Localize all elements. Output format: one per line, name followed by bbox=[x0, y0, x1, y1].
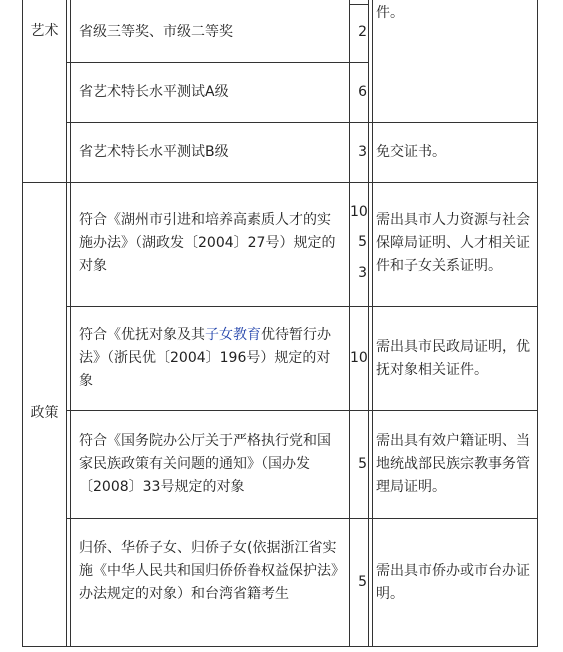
art-row-points: 2 bbox=[358, 24, 367, 40]
category-policy: 政策 bbox=[30, 405, 59, 421]
policy-row-note: 需出具有效户籍证明、当地统战部民族宗教事务管理局证明。 bbox=[376, 433, 530, 495]
grid-line bbox=[66, 410, 538, 411]
art-row-desc: 省艺术特长水平测试A级 bbox=[79, 84, 229, 100]
policy-row-points: 5 bbox=[358, 574, 367, 590]
grid-line bbox=[66, 0, 67, 647]
art-row-points: 3 bbox=[358, 144, 367, 160]
art-row-desc: 省艺术特长水平测试B级 bbox=[79, 144, 229, 160]
grid-line bbox=[372, 0, 373, 647]
grid-line bbox=[368, 0, 369, 647]
grid-line bbox=[22, 646, 538, 647]
category-art: 艺术 bbox=[30, 23, 59, 39]
grid-line bbox=[66, 62, 369, 63]
policy-row-desc: 归侨、华侨子女、归侨子女(依据浙江省实施《中华人民共和国归侨侨眷权益保护法》办法规定的对象）和台湾省籍考生 bbox=[79, 540, 338, 602]
policy-row-points: 3 bbox=[358, 265, 367, 281]
grid-line bbox=[66, 306, 538, 307]
grid-line bbox=[22, 182, 538, 183]
art-row-note: 免交证书。 bbox=[376, 144, 446, 160]
policy-row-points: 10 bbox=[350, 204, 368, 220]
policy-row-points: 5 bbox=[358, 456, 367, 472]
note-art-continued: 件。 bbox=[376, 5, 404, 21]
grid-line bbox=[349, 4, 369, 5]
children-education-link[interactable]: 子女教育 bbox=[205, 327, 261, 343]
desc-text: 符合《优抚对象及其 bbox=[79, 327, 205, 343]
grid-line bbox=[66, 122, 538, 123]
policy-row-desc bbox=[71, 324, 349, 393]
policy-row-note: 需出具市侨办或市台办证明。 bbox=[376, 563, 530, 602]
desc-text: 优待暂行办法》（浙民优〔2004〕196号）规定的对象 bbox=[79, 327, 331, 389]
grid-line bbox=[22, 0, 23, 647]
policy-row-points: 10 bbox=[350, 350, 368, 366]
policy-row-desc: 符合《国务院办公厅关于严格执行党和国家民族政策有关问题的通知》（国办发〔2008〕33号规定的对象 bbox=[79, 433, 331, 495]
policy-row-points: 5 bbox=[358, 234, 367, 250]
art-row-desc: 省级三等奖、市级二等奖 bbox=[79, 24, 233, 40]
policy-row-desc: 符合《湖州市引进和培养高素质人才的实施办法》（湖政发〔2004〕27号）规定的对象 bbox=[79, 212, 336, 274]
policy-row-note: 需出具市人力资源与社会保障局证明、人才相关证件和子女关系证明。 bbox=[376, 212, 530, 274]
policy-row-note: 需出具市民政局证明，优抚对象相关证件。 bbox=[376, 339, 530, 378]
grid-line bbox=[537, 0, 538, 647]
art-row-points: 6 bbox=[358, 84, 367, 100]
grid-line bbox=[66, 518, 538, 519]
